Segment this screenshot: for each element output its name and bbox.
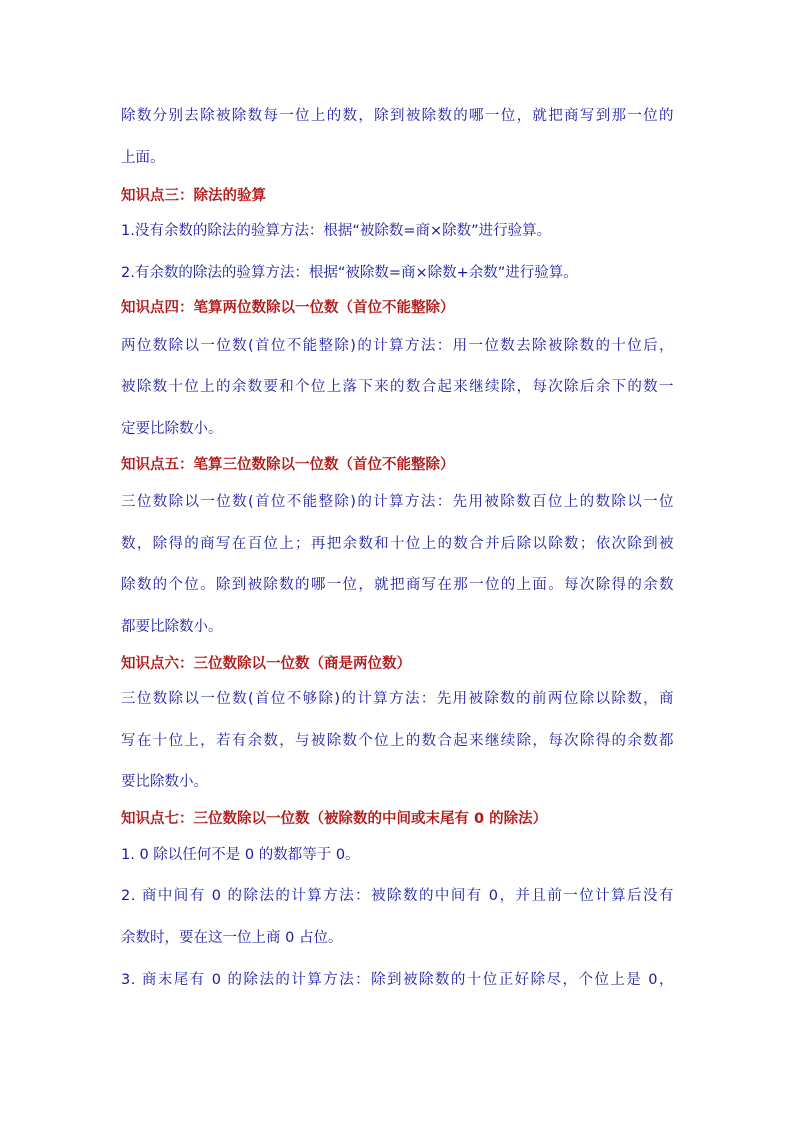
paragraph-line: 被除数十位上的余数要和个位上落下来的数合起来继续除，每次除后余下的数一	[121, 379, 674, 395]
paragraph-line: 上面。	[121, 150, 165, 166]
paragraph-line: 要比除数小。	[121, 774, 208, 790]
paragraph-line: 1. 0 除以任何不是 0 的数都等于 0。	[121, 847, 360, 863]
paragraph-line: 除数的个位。除到被除数的哪一位，就把商写在那一位的上面。每次除得的余数	[121, 577, 674, 593]
paragraph-line: 三位数除以一位数(首位不够除)的计算方法：先用被除数的前两位除以除数，商	[121, 691, 674, 707]
paragraph-line: 2. 商中间有 0 的除法的计算方法：被除数的中间有 0，并且前一位计算后没有	[121, 888, 674, 904]
section-heading: 知识点七：三位数除以一位数（被除数的中间或末尾有 0 的除法）	[121, 811, 548, 827]
paragraph-line: 都要比除数小。	[121, 619, 223, 635]
section-heading: 知识点六：三位数除以一位数（商是两位数）	[121, 656, 411, 672]
paragraph-line: 除数分别去除被除数每一位上的数，除到被除数的哪一位，就把商写到那一位的	[121, 108, 674, 124]
section-heading: 知识点四：笔算两位数除以一位数（首位不能整除）	[121, 300, 455, 316]
section-heading: 知识点五：笔算三位数除以一位数（首位不能整除）	[121, 457, 455, 473]
paragraph-line: 定要比除数小。	[121, 421, 223, 437]
section-heading: 知识点三：除法的验算	[121, 188, 266, 204]
paragraph-line: 2.有余数的除法的验算方法：根据“被除数=商×除数+余数”进行验算。	[121, 265, 578, 281]
paragraph-line: 两位数除以一位数(首位不能整除)的计算方法：用一位数去除被除数的十位后，	[121, 338, 674, 354]
paragraph-line: 写在十位上，若有余数，与被除数个位上的数合起来继续除，每次除得的余数都	[121, 733, 674, 749]
paragraph-line: 数，除得的商写在百位上；再把余数和十位上的数合并后除以除数；依次除到被	[121, 536, 674, 552]
paragraph-line: 3. 商末尾有 0 的除法的计算方法：除到被除数的十位正好除尽，个位上是 0，	[121, 972, 674, 988]
paragraph-line: 三位数除以一位数(首位不能整除)的计算方法：先用被除数百位上的数除以一位	[121, 494, 674, 510]
paragraph-line: 余数时，要在这一位上商 0 占位。	[121, 930, 343, 946]
paragraph-line: 1.没有余数的除法的验算方法：根据“被除数=商×除数”进行验算。	[121, 223, 552, 239]
